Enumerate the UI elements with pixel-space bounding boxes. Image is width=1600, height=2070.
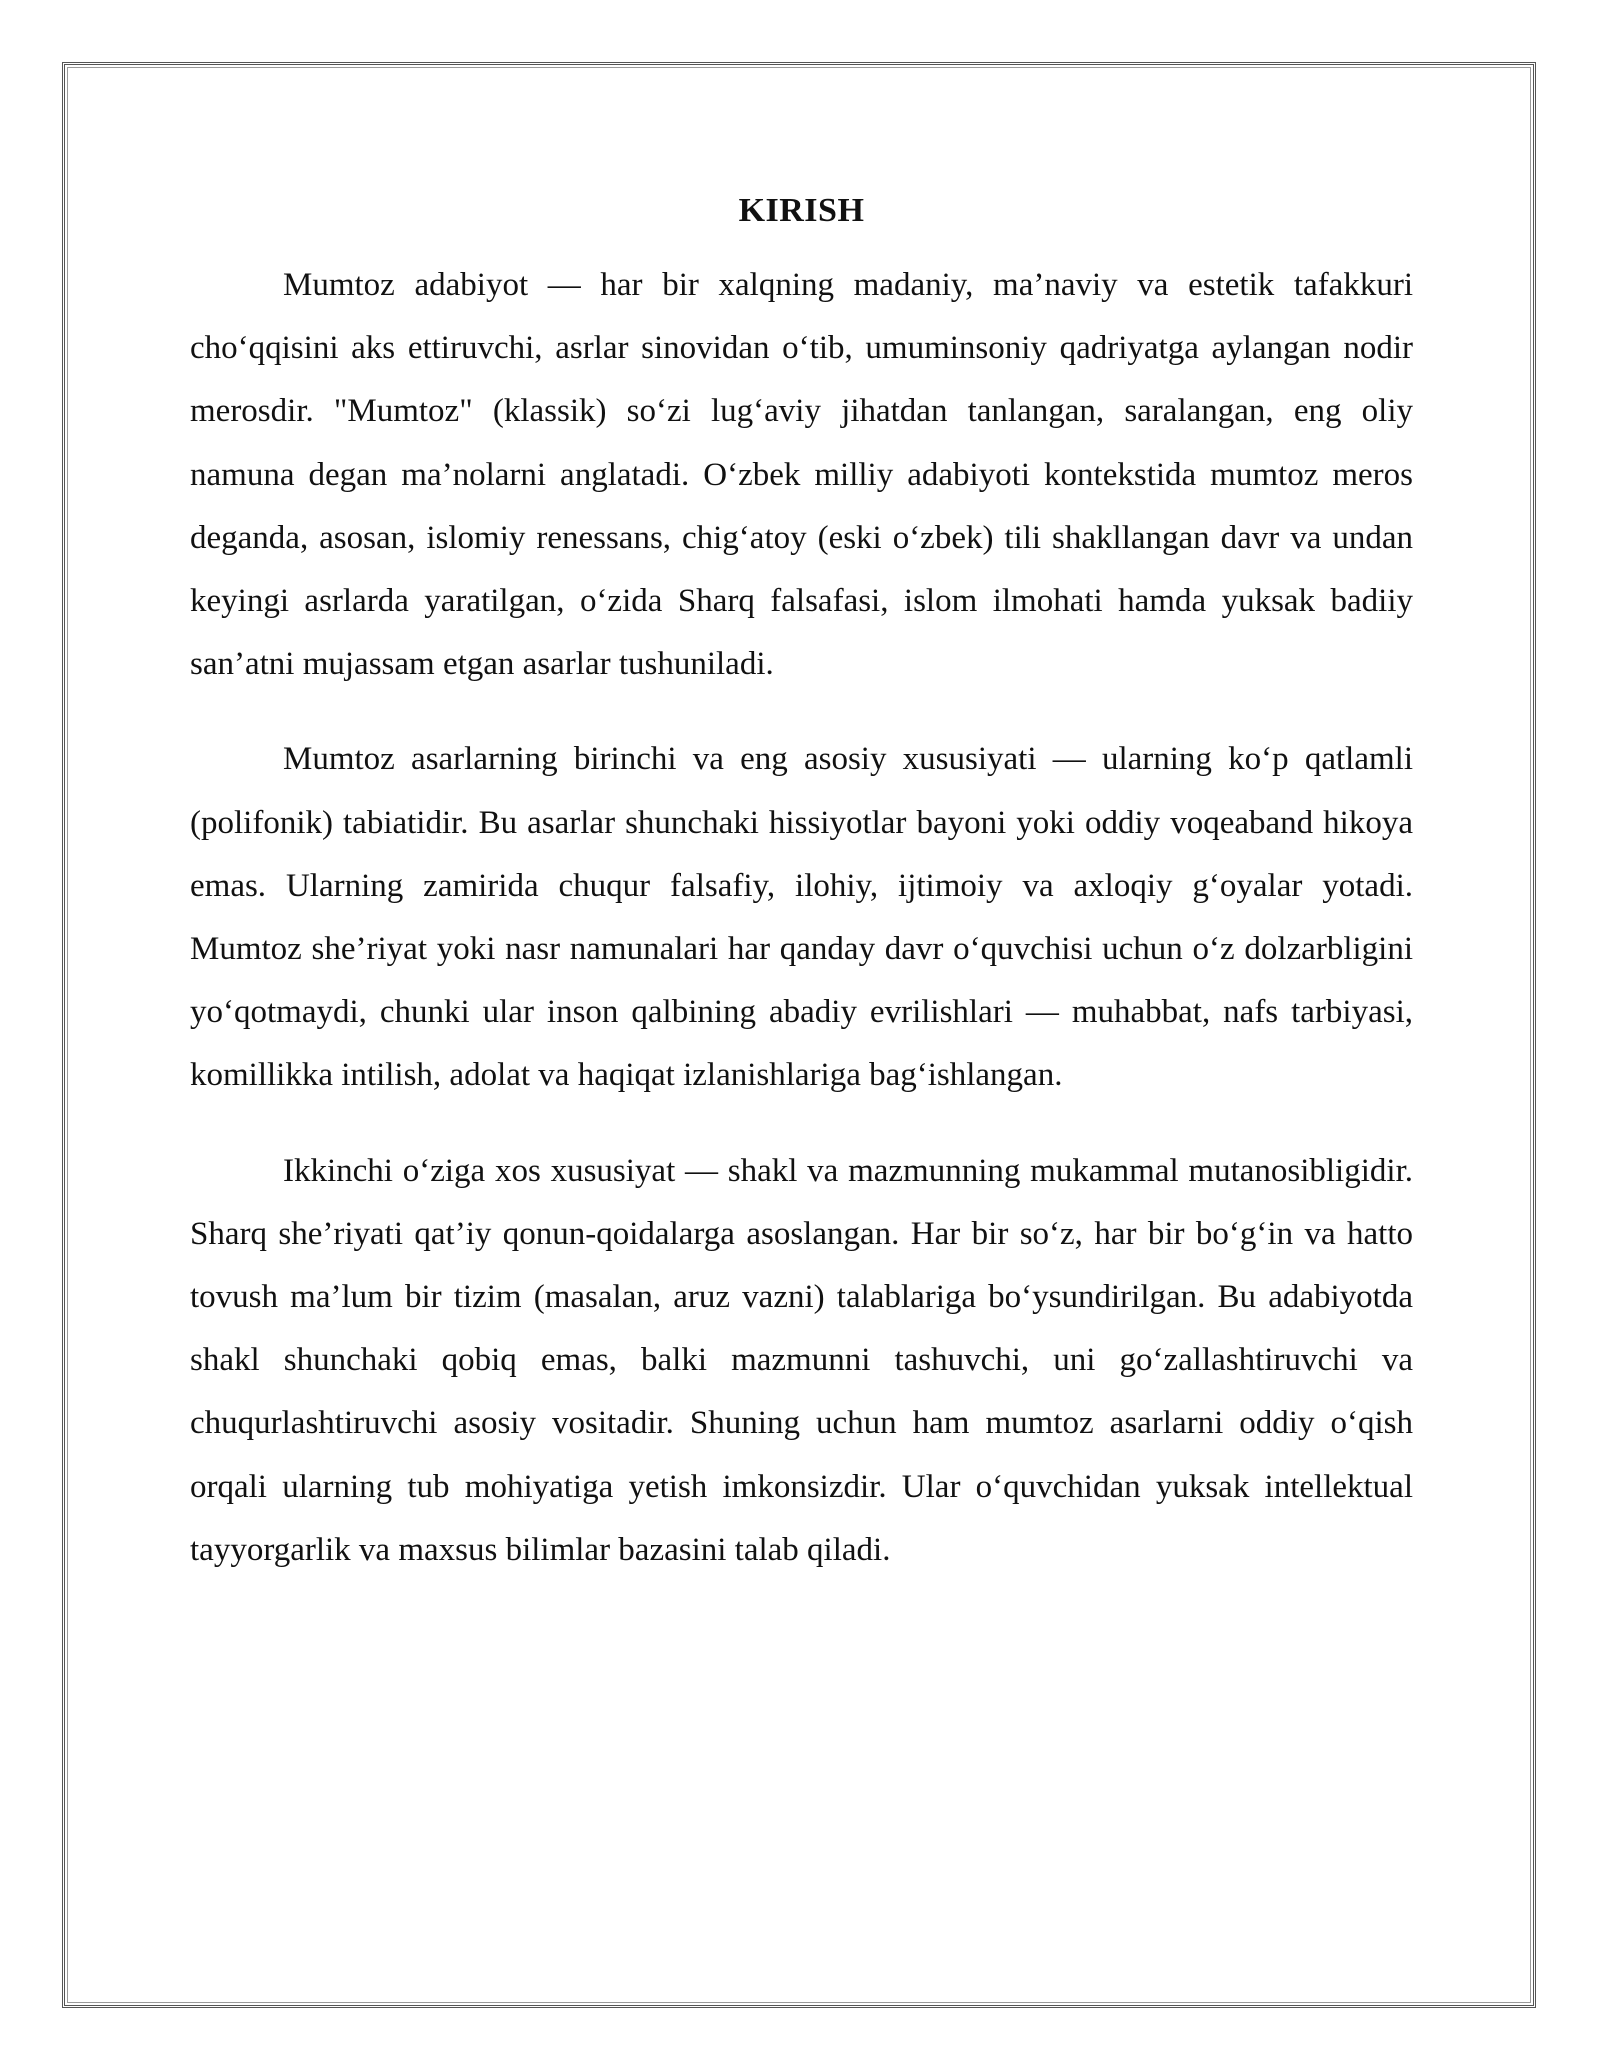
paragraph-1: Mumtoz adabiyot — har bir xalqning madaniy, ma’naviy va estetik tafakkuri cho‘qqisini aks ettiruvchi, asrlar sinovidan o‘tib, umuminsoniy qadriyatga aylangan nodir merosdir. "Mumtoz" (klassik) so‘zi lug‘aviy jihatdan tanlangan, saralangan, eng oliy namuna degan ma’nolarni anglatadi. O‘zbek milliy adabiyoti kontekstida mumtoz meros deganda, asosan, islomiy renessans, chig‘atoy (eski o‘zbek) tili shakllangan davr va undan keyingi asrlarda yaratilgan, o‘zida Sharq falsafasi, islom ilmohati hamda yuksak badiiy san’atni mujassam etgan asarlar tushuniladi. [190,267,1413,683]
document-title: KIRISH [738,192,865,229]
document-body [190,186,1413,1614]
paragraph-3: Ikkinchi o‘ziga xos xususiyat — shakl va mazmunning mukammal mutanosibligidir. Sharq she’riyati qat’iy qonun-qoidalarga asoslangan. Har bir so‘z, har bir bo‘g‘in va hatto tovush ma’lum bir tizim (masalan, aruz vazni) talablariga bo‘ysundirilgan. Bu adabiyotda shakl shunchaki qobiq emas, balki mazmunni tashuvchi, uni go‘zallashtiruvchi va chuqurlashtiruvchi asosiy vositadir. Shuning uchun ham mumtoz asarlarni oddiy o‘qish orqali ularning tub mohiyatiga yetish imkonsizdir. Ular o‘quvchidan yuksak intellektual tayyorgarlik va maxsus bilimlar bazasini talab qiladi. [190,1152,1413,1568]
paragraph-2: Mumtoz asarlarning birinchi va eng asosiy xususiyati — ularning ko‘p qatlamli (polifonik) tabiatidir. Bu asarlar shunchaki hissiyotlar bayoni yoki oddiy voqeaband hikoya emas. Ularning zamirida chuqur falsafiy, ilohiy, ijtimoiy va axloqiy g‘oyalar yotadi. Mumtoz she’riyat yoki nasr namunalari har qanday davr o‘quvchisi uchun o‘z dolzarbligini yo‘qotmaydi, chunki ular inson qalbining abadiy evrilishlari — muhabbat, nafs tarbiyasi, komillikka intilish, adolat va haqiqat izlanishlariga bag‘ishlangan. [190,741,1413,1094]
